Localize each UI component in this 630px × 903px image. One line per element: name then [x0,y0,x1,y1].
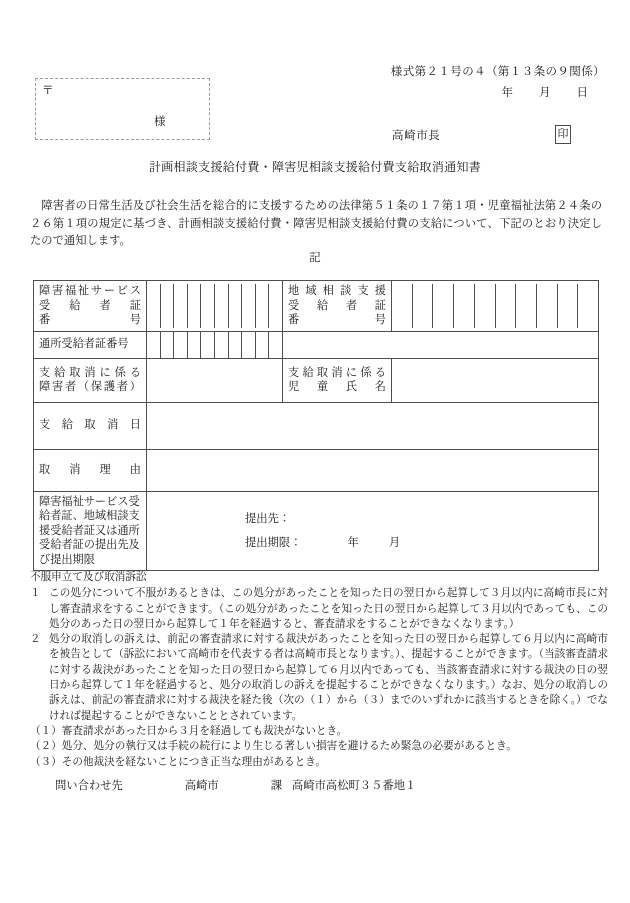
notice-item-number: ２ [30,634,41,646]
number-box[interactable] [147,284,161,328]
notice-sub-item: （１）審査請求があった日から３月を経過しても裁決がないとき。 [30,725,348,737]
submission-details [147,499,598,563]
cell-commuting-blank [283,331,599,358]
number-box[interactable] [413,284,434,328]
notice-section [30,570,608,770]
number-box[interactable] [147,332,161,358]
value-cancel-date[interactable] [147,402,599,449]
label-submission-line5: び提出期限 [39,553,95,566]
date-day-label: 日 [576,87,588,99]
date-line [502,84,589,100]
number-box[interactable] [496,284,517,328]
cell-label-cancel-reason [34,449,147,491]
contact-address: 高崎市高松町３５番地１ [292,780,417,792]
number-box[interactable] [201,332,215,358]
label-child-name [283,363,391,398]
number-box[interactable] [242,332,256,358]
commuting-cert-number-boxes[interactable] [147,332,282,358]
contact-label: 問い合わせ先 [55,780,123,792]
label-service-cert-line1: 障害福祉サービス [39,285,141,297]
form-number: 様式第２１号の４（第１３条の９関係） [390,66,605,78]
number-box[interactable] [229,332,243,358]
cell-label-child-name [283,358,392,402]
notice-item-number: １ [30,588,41,600]
label-commuting-cert: 通所受給者証番号 [39,338,129,351]
label-cancel-date-text: 支給取消日 [39,419,141,432]
label-submission [34,492,146,571]
number-box[interactable] [229,284,243,328]
cell-service-cert-boxes[interactable] [147,281,283,332]
number-box[interactable] [269,284,282,328]
label-cancel-date [34,415,146,436]
number-box[interactable] [454,284,475,328]
label-submission-line1: 障害福祉サービス受 [39,495,140,508]
intro-paragraph [30,198,602,251]
cell-label-submission [34,491,147,571]
deadline-row[interactable] [147,531,598,555]
number-box[interactable] [188,332,202,358]
cell-label-cancel-date [34,402,147,449]
deadline-label: 提出期限： [245,536,302,549]
label-child-name-line1: 支給取消に係る [288,366,386,379]
number-box[interactable] [174,284,188,328]
cell-label-service-cert [34,281,147,332]
table-row-cancel-date [34,402,599,449]
number-box[interactable] [256,332,270,358]
number-box[interactable] [161,332,175,358]
notice-item-text: 処分の取消しの訴えは、前記の審査請求に対する裁決があったことを知った日の翌日から起算して６月以内に高崎市を被告として（訴訟において高崎市を代表する者は高崎市長となります。）、提起することができます。（当該審査請求に対する裁決があったことを知った日の翌日から起算して６月以内であっても、当該審査請求に対する裁決の日の翌日から起算して１年を経過すると、処分の取消しの訴えを提起することができなくなります。）なお、処分の取消しの訴えは、前記の審査請求に対する裁決を経た後（次の（１）から（３）までのいずれかに該当するときを除く。）でなければ提起することができないこととされています。 [49,634,608,722]
addressee-box [35,78,210,140]
contact-line [55,777,416,793]
label-service-cert-line3: 番号 [39,314,141,326]
label-disabled-person-line1: 支給取消に係る [39,366,141,379]
cell-regional-cert-boxes[interactable] [392,281,599,332]
notice-item [30,632,608,724]
label-submission-line2: 給者証、地域相談支 [39,510,140,522]
label-child-name-line2: 児童氏名 [288,381,386,393]
table-row-submission [34,491,599,571]
contact-city: 高崎市 [184,780,219,792]
notice-sub-item: （２）処分、処分の執行又は手続の続行により生じる著しい損害を避けるため緊急の必要があるとき。 [30,741,517,753]
number-box[interactable] [558,284,579,328]
regional-cert-number-boxes[interactable] [392,284,598,328]
postal-mark-icon: 〒 [42,85,54,97]
service-cert-number-boxes[interactable] [147,284,282,328]
label-disabled-person-line2: 障害者（保護者） [39,381,141,393]
number-box[interactable] [516,284,537,328]
number-box[interactable] [242,284,256,328]
label-service-cert-line2: 受給者証 [39,299,141,312]
issuer-name: 高崎市長 [392,130,441,142]
notice-item-text: この処分について不服があるときは、この処分があったことを知った日の翌日から起算して３月以内に高崎市長に対し審査請求をすることができます。（この処分があったことを知った日の翌日から起算して３月以内であっても、この処分のあった日の翌日から起算して１年を経過すると、審査請求をすることができなくなります。） [49,588,608,630]
label-cancel-reason [34,460,146,481]
date-month-label: 月 [539,87,551,99]
table-row-person [34,358,599,402]
number-box[interactable] [215,284,229,328]
document-title: 計画相談支援給付費・障害児相談支援給付費支給取消通知書 [148,160,482,174]
label-submission-line3: 援受給者証又は通所 [39,524,140,537]
contact-division: 課 [270,780,283,792]
ki-marker: 記 [309,252,321,264]
number-box[interactable] [269,332,282,358]
table-row-cancel-reason [34,449,599,491]
deadline-year-label: 年 [347,536,359,549]
notice-sub-item: （３）その他裁決を経ないことにつき正当な理由があるとき。 [30,756,326,768]
label-regional-cert-line3: 番号 [288,314,386,326]
label-submission-line4: 受給者証の提出先及 [39,539,140,551]
submit-to-row[interactable] [147,507,598,531]
label-service-cert [34,281,146,331]
addressee-honorific: 様 [154,116,166,128]
submit-to-label: 提出先： [245,512,291,525]
cell-label-commuting-cert [34,331,147,358]
seal-stamp-icon: 印 [555,125,571,144]
date-year-label: 年 [501,87,513,99]
notice-item [30,586,608,632]
number-box[interactable] [392,284,413,328]
notice-heading: 不服申立て及び取消訴訟 [30,572,147,583]
number-box[interactable] [215,332,229,358]
value-disabled-person[interactable] [147,358,283,402]
number-box[interactable] [174,332,188,358]
deadline-month-label: 月 [388,536,401,549]
label-cancel-reason-text: 取消理由 [39,463,141,476]
number-box[interactable] [578,284,598,328]
cell-commuting-cert-boxes[interactable] [147,331,283,358]
label-regional-cert-line2: 受給者証 [288,299,386,312]
cell-label-disabled-person [34,358,147,402]
intro-text: 障害者の日常生活及び社会生活を総合的に支援するための法律第５１条の１７第１項・児童福祉法第２４条の２６第１項の規定に基づき、計画相談支援給付費・障害児相談支援給付費の支給について、下記のとおり決定したので通知します。 [30,200,602,247]
number-box[interactable] [161,284,175,328]
main-form-table [33,280,599,571]
number-box[interactable] [537,284,558,328]
label-regional-cert [283,281,391,331]
table-row-service-number [34,281,599,332]
label-disabled-person [34,363,146,398]
number-box[interactable] [256,284,270,328]
number-box[interactable] [201,284,215,328]
value-cancel-reason[interactable] [147,449,599,491]
cell-submission-details [147,491,599,571]
number-box[interactable] [475,284,496,328]
value-child-name[interactable] [392,358,599,402]
table-row-commuting-number [34,331,599,358]
cell-label-regional-cert [283,281,392,332]
number-box[interactable] [188,284,202,328]
label-regional-cert-line1: 地域相談支援 [288,285,386,297]
number-box[interactable] [433,284,454,328]
